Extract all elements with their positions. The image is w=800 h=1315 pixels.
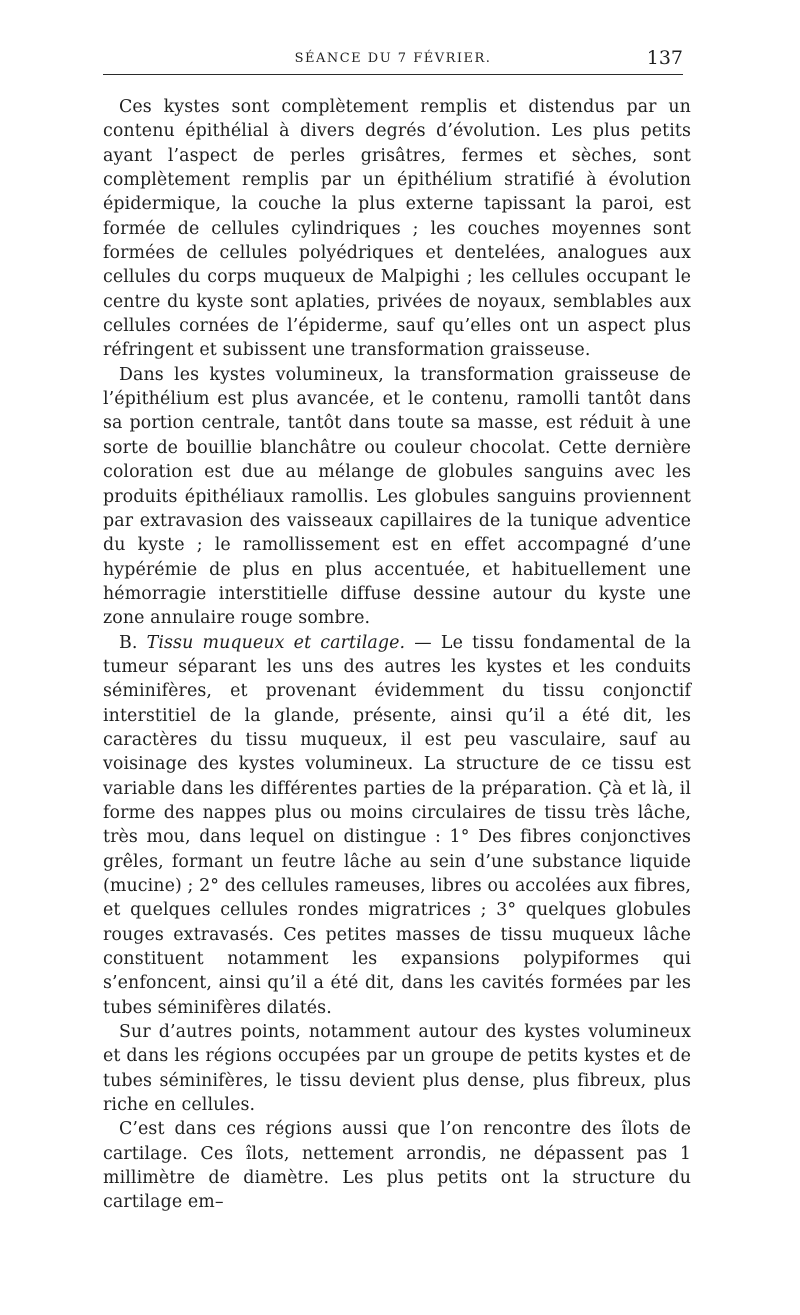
section-label: B. <box>119 632 138 653</box>
paragraph-mucous-tissue <box>103 631 691 1021</box>
page-number: 137 <box>646 47 683 69</box>
body-text <box>103 95 691 1215</box>
header-rule <box>103 74 683 75</box>
paragraph-cartilage-islands: C’est dans ces régions aussi que l’on rencontre des îlots de cartilage. Ces îlots, nettement arrondis, ne dépassent pas 1 millimètre de diamètre. Les plus petits ont la structure du cartilage em– <box>103 1119 691 1213</box>
running-head <box>103 47 683 71</box>
paragraph-dense-tissue: Sur d’autres points, notamment autour des kystes volumineux et dans les régions occupées par un groupe de petits kystes et de tubes séminifères, le tissu devient plus dense, plus fibreux, plus riche en cellules. <box>103 1022 691 1116</box>
paragraph-cyst-contents: Ces kystes sont complètement remplis et distendus par un contenu épithélial à divers degrés d’évolution. Les plus petits ayant l’aspect de perles grisâtres, fermes et sèches, sont complètement remplis par un épithélium stratifié à évolution épidermique, la couche la plus externe tapissant la paroi, est formée de cellules cylindriques ; les couches moyennes sont formées de cellules polyédriques et dentelées, analogues aux cellules du corps muqueux de Malpighi ; les cellules occupant le centre du kyste sont aplaties, privées de noyaux, semblables aux cellules cornées de l’épiderme, sauf qu’elles ont un aspect plus réfringent et subissent une transformation graisseuse. <box>103 97 691 361</box>
running-title: SÉANCE DU 7 FÉVRIER. <box>294 51 492 66</box>
section-text: — Le tissu fondamental de la tumeur séparant les uns des autres les kystes et les conduits séminifères, et provenant évidemment du tissu conjonctif interstitiel de la glande, présente, ainsi qu’il a été dit, les caractères du tissu muqueux, il est peu vasculaire, sauf au voisinage des kystes volumineux. La structure de ce tissu est variable dans les différentes parties de la préparation. Çà et là, il forme des nappes plus ou moins circulaires de tissu très lâche, très mou, dans lequel on distingue : 1° Des fibres conjonctives grêles, formant un feutre lâche au sein d’une substance liquide (mucine) ; 2° des cellules rameuses, libres ou accolées aux fibres, et quelques cellules rondes migratrices ; 3° quelques globules rouges extravasés. Ces petites masses de tissu muqueux lâche constituent notamment les expansions polypiformes qui s’enfoncent, ainsi qu’il a été dit, dans les cavités formées par les tubes séminifères dilatés. <box>103 632 691 1018</box>
paragraph-large-cysts: Dans les kystes volumineux, la transformation graisseuse de l’épithélium est plus avancée, et le contenu, ramolli tantôt dans sa portion centrale, tantôt dans toute sa masse, est réduit à une sorte de bouillie blanchâtre ou couleur chocolat. Cette dernière coloration est due au mélange de globules sanguins avec les produits épithéliaux ramollis. Les globules sanguins proviennent par extravasion des vaisseaux capillaires de la tunique adventice du kyste ; le ramollissement est en effet accompagné d’une hypérémie de plus en plus accentuée, et habituellement une hémorragie interstitielle diffuse dessine autour du kyste une zone annulaire rouge sombre. <box>103 364 691 629</box>
section-heading: Tissu muqueux et cartilage. <box>146 632 406 653</box>
